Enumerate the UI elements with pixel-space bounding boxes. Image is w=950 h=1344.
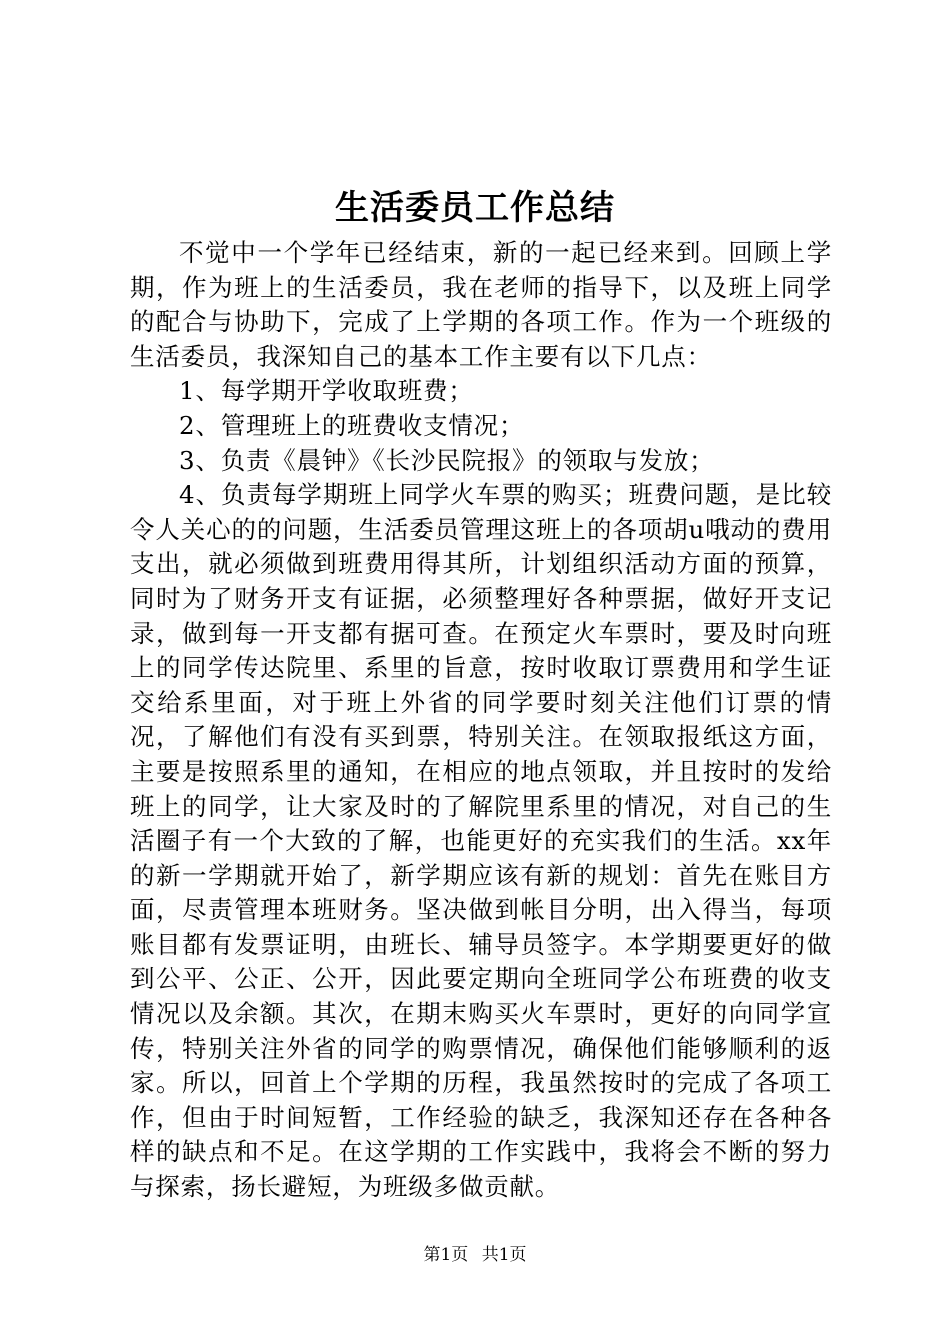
list-item-3: 3、负责《晨钟》《长沙民院报》的领取与发放； (179, 445, 715, 475)
list-item-4-paragraph: 4、负责每学期班上同学火车票的购买；班费问题，是比较令人关心的的问题，生活委员管理这班上的各项胡u哦动的费用支出，就必须做到班费用得其所，计划组织活动方面的预算，同时为了财务开支有证据，必须整理好各种票据，做好开支记录，做到每一开支都有据可查。在预定火车票时，要及时向班上的同学传达院里、系里的旨意，按时收取订票费用和学生证交给系里面，对于班上外省的同学要时刻关注他们订票的情况，了解他们有没有买到票，特别关注。在领取报纸这方面，主要是按照系里的通知，在相应的地点领取，并且按时的发给班上的同学，让大家及时的了解院里系里的情况，对自己的生活圈子有一个大致的了解，也能更好的充实我们的生活。xx年的新一学期就开始了，新学期应该有新的规划：首先在账目方面，尽责管理本班财务。坚决做到帐目分明，出入得当，每项账目都有发票证明，由班长、辅导员签字。本学期要更好的做到公平、公正、公开，因此要定期向全班同学公布班费的收支情况以及余额。其次，在期末购买火车票时，更好的向同学宣传，特别关注外省的同学的购票情况，确保他们能够顺利的返家。所以，回首上个学期的历程，我虽然按时的完成了各项工作，但由于时间短暂，工作经验的缺乏，我深知还存在各种各样的缺点和不足。在这学期的工作实践中，我将会不断的努力与探索，扬长避短，为班级多做贡献。 (130, 480, 832, 1202)
page-footer (0, 1243, 950, 1267)
page-number: 第1页 (423, 1245, 469, 1265)
document-title: 生活委员工作总结 (335, 188, 615, 228)
page-total: 共1页 (481, 1245, 527, 1265)
list-item-1: 1、每学期开学收取班费； (179, 376, 474, 406)
list-item-2: 2、管理班上的班费收支情况； (179, 410, 525, 440)
intro-paragraph: 不觉中一个学年已经结束，新的一起已经来到。回顾上学期，作为班上的生活委员，我在老师的指导下，以及班上同学的配合与协助下，完成了上学期的各项工作。作为一个班级的生活委员，我深知自己的基本工作主要有以下几点： (130, 238, 832, 371)
document-body (130, 236, 832, 1205)
